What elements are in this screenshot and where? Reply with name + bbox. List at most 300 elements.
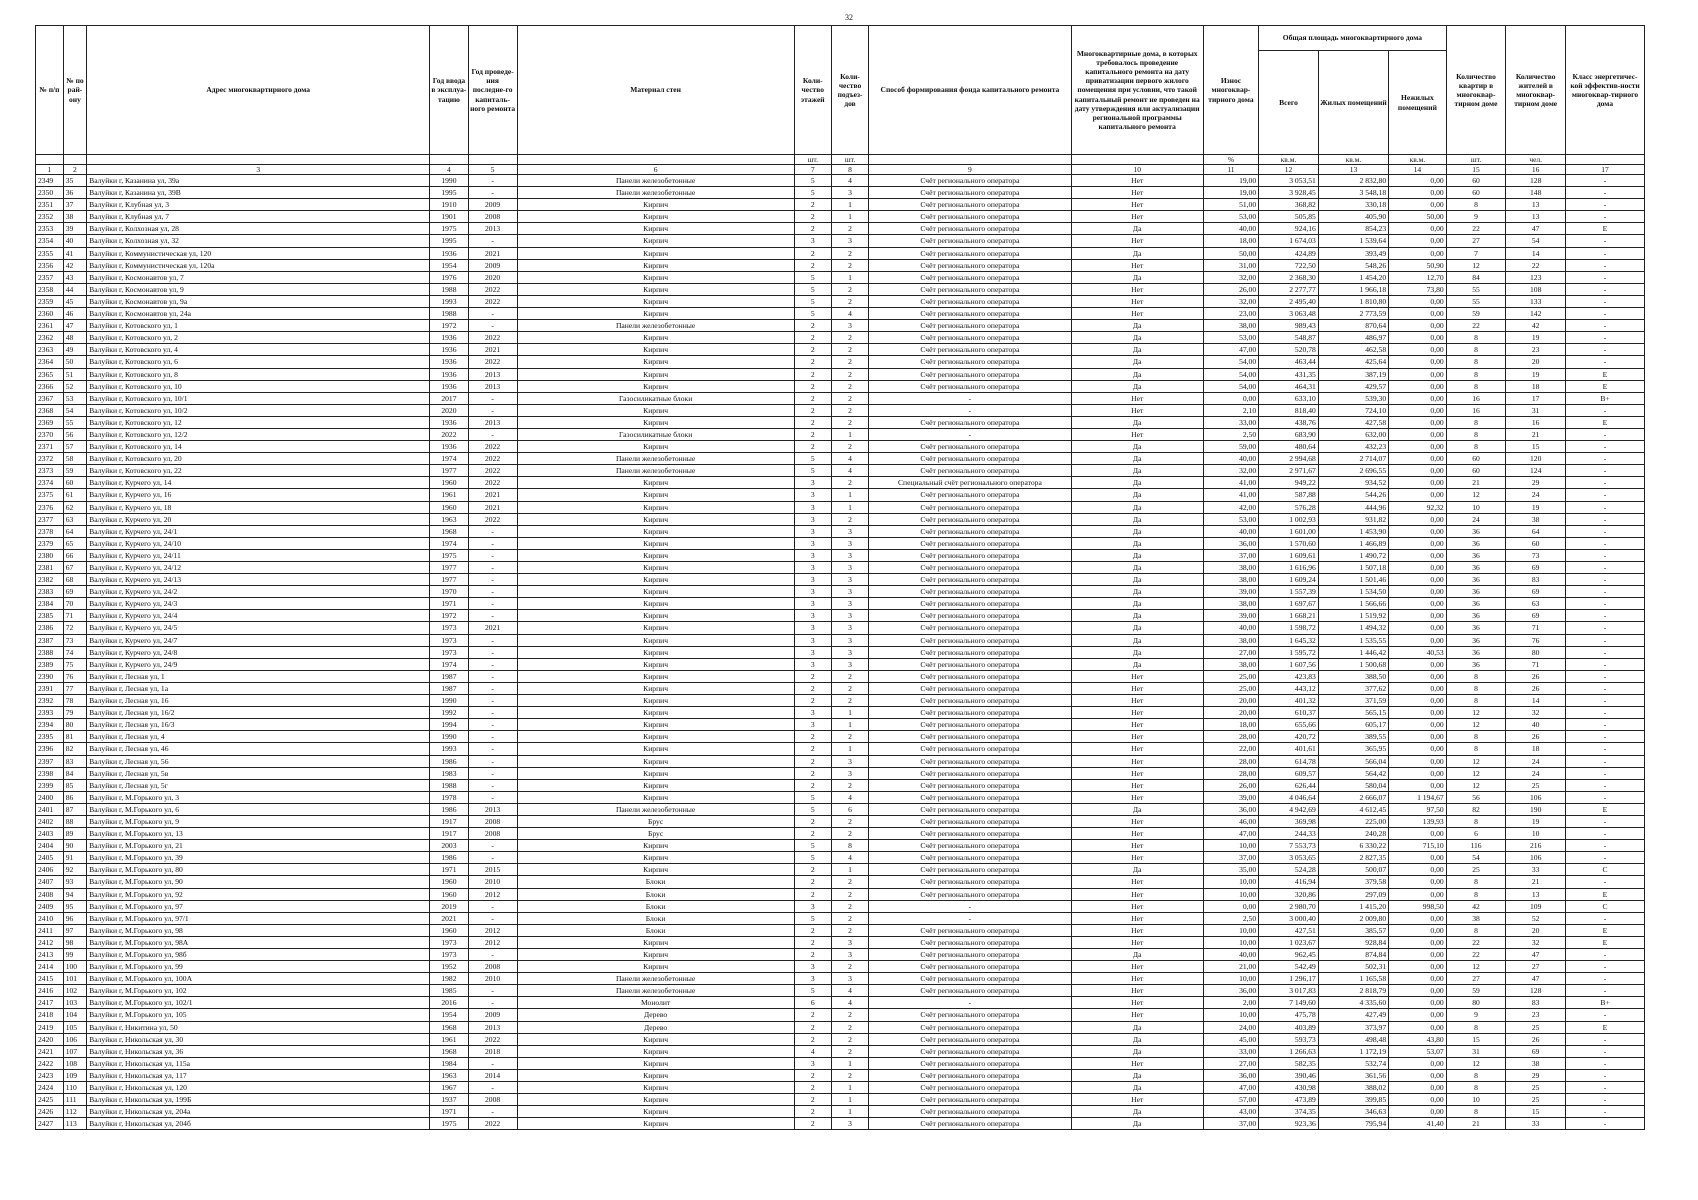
cell-floors: 2 xyxy=(794,223,831,235)
cell-entrances: 3 xyxy=(831,767,868,779)
cell-energy-class: - xyxy=(1566,344,1645,356)
cell-year-built: 1974 xyxy=(430,658,468,670)
cell-year-repair: - xyxy=(468,586,517,598)
cell-floors: 2 xyxy=(794,695,831,707)
cell-residents: 216 xyxy=(1506,840,1566,852)
table-row xyxy=(36,332,1645,344)
cell-energy-class: - xyxy=(1566,646,1645,658)
cell-wall-material: Кирпич xyxy=(517,380,794,392)
cell-year-repair: 2008 xyxy=(468,961,517,973)
cell-residents: 25 xyxy=(1506,1082,1566,1094)
cell-address: Валуйки г, Курчего ул, 24/1 xyxy=(87,525,430,537)
cell-residents: 60 xyxy=(1506,537,1566,549)
cell-wall-material: Кирпич xyxy=(517,682,794,694)
cell-no: 2421 xyxy=(36,1045,64,1057)
cell-entrances: 3 xyxy=(831,586,868,598)
cell-entrances: 4 xyxy=(831,997,868,1009)
cell-no-district: 111 xyxy=(63,1094,86,1106)
cell-area-living: 297,09 xyxy=(1318,888,1388,900)
cell-year-built: 2019 xyxy=(430,900,468,912)
cell-energy-class: - xyxy=(1566,840,1645,852)
cell-no: 2388 xyxy=(36,646,64,658)
cell-floors: 5 xyxy=(794,803,831,815)
cell-area-nonliving: 0,00 xyxy=(1389,1057,1447,1069)
cell-area-nonliving: 0,00 xyxy=(1389,562,1447,574)
cell-area-nonliving: 0,00 xyxy=(1389,404,1447,416)
cell-year-built: 1992 xyxy=(430,707,468,719)
cell-fund-method: Счёт регионального оператора xyxy=(869,525,1071,537)
cell-energy-class: - xyxy=(1566,719,1645,731)
cell-area-total: 3 928,45 xyxy=(1259,187,1319,199)
cell-area-nonliving: 139,93 xyxy=(1389,815,1447,827)
cell-wear: 18,00 xyxy=(1203,719,1258,731)
cell-area-living: 240,28 xyxy=(1318,828,1388,840)
cell-energy-class: - xyxy=(1566,428,1645,440)
cell-address: Валуйки г, М.Горького ул, 92 xyxy=(87,888,430,900)
cell-no: 2400 xyxy=(36,791,64,803)
cell-area-nonliving: 0,00 xyxy=(1389,695,1447,707)
column-number-cell: 16 xyxy=(1506,165,1566,175)
cell-entrances: 2 xyxy=(831,283,868,295)
cell-fund-method: Счёт регионального оператора xyxy=(869,985,1071,997)
cell-fund-method: Счёт регионального оператора xyxy=(869,695,1071,707)
cell-residents: 27 xyxy=(1506,961,1566,973)
cell-area-total: 244,33 xyxy=(1259,828,1319,840)
cell-area-total: 424,89 xyxy=(1259,247,1319,259)
cell-floors: 2 xyxy=(794,731,831,743)
cell-area-nonliving: 0,00 xyxy=(1389,380,1447,392)
cell-energy-class: - xyxy=(1566,791,1645,803)
cell-wear: 10,00 xyxy=(1203,1009,1258,1021)
cell-fund-method: - xyxy=(869,912,1071,924)
cell-area-living: 724,10 xyxy=(1318,404,1388,416)
cell-area-total: 369,98 xyxy=(1259,815,1319,827)
cell-energy-class: - xyxy=(1566,743,1645,755)
cell-entrances: 2 xyxy=(831,332,868,344)
cell-energy-class: - xyxy=(1566,259,1645,271)
table-header xyxy=(36,26,1645,175)
cell-privatization: Нет xyxy=(1071,308,1203,320)
cell-area-total: 368,82 xyxy=(1259,199,1319,211)
cell-fund-method: Счёт регионального оператора xyxy=(869,271,1071,283)
cell-year-repair: 2018 xyxy=(468,1045,517,1057)
cell-year-built: 1974 xyxy=(430,453,468,465)
cell-energy-class: - xyxy=(1566,912,1645,924)
cell-year-built: 1952 xyxy=(430,961,468,973)
cell-energy-class: - xyxy=(1566,187,1645,199)
cell-entrances: 3 xyxy=(831,755,868,767)
cell-residents: 26 xyxy=(1506,731,1566,743)
cell-fund-method: Счёт регионального оператора xyxy=(869,1009,1071,1021)
cell-no-district: 51 xyxy=(63,368,86,380)
cell-address: Валуйки г, Никольская ул, 115а xyxy=(87,1057,430,1069)
cell-entrances: 3 xyxy=(831,235,868,247)
cell-privatization: Да xyxy=(1071,453,1203,465)
cell-area-nonliving: 0,00 xyxy=(1389,888,1447,900)
cell-area-living: 427,58 xyxy=(1318,416,1388,428)
cell-floors: 2 xyxy=(794,344,831,356)
cell-fund-method: Счёт регионального оператора xyxy=(869,852,1071,864)
cell-entrances: 3 xyxy=(831,622,868,634)
cell-area-living: 870,64 xyxy=(1318,320,1388,332)
cell-year-repair: 2022 xyxy=(468,453,517,465)
cell-area-living: 3 548,18 xyxy=(1318,187,1388,199)
cell-fund-method: Счёт регионального оператора xyxy=(869,356,1071,368)
cell-area-total: 989,43 xyxy=(1259,320,1319,332)
cell-no-district: 61 xyxy=(63,489,86,501)
cell-apartments: 8 xyxy=(1446,368,1506,380)
cell-fund-method: Счёт регионального оператора xyxy=(869,767,1071,779)
cell-area-living: 427,49 xyxy=(1318,1009,1388,1021)
cell-area-living: 934,52 xyxy=(1318,477,1388,489)
cell-residents: 15 xyxy=(1506,441,1566,453)
cell-apartments: 36 xyxy=(1446,646,1506,658)
cell-year-repair: 2022 xyxy=(468,295,517,307)
cell-wear: 25,00 xyxy=(1203,670,1258,682)
cell-apartments: 54 xyxy=(1446,852,1506,864)
cell-apartments: 8 xyxy=(1446,743,1506,755)
cell-no-district: 64 xyxy=(63,525,86,537)
cell-floors: 2 xyxy=(794,211,831,223)
cell-area-total: 7 553,73 xyxy=(1259,840,1319,852)
cell-wall-material: Кирпич xyxy=(517,731,794,743)
cell-wear: 57,00 xyxy=(1203,1094,1258,1106)
cell-area-nonliving: 0,00 xyxy=(1389,1009,1447,1021)
cell-fund-method: Счёт регионального оператора xyxy=(869,658,1071,670)
cell-floors: 5 xyxy=(794,465,831,477)
cell-wear: 46,00 xyxy=(1203,815,1258,827)
cell-area-nonliving: 0,00 xyxy=(1389,175,1447,187)
cell-apartments: 55 xyxy=(1446,283,1506,295)
cell-no-district: 110 xyxy=(63,1082,86,1094)
cell-wall-material: Кирпич xyxy=(517,949,794,961)
cell-area-nonliving: 0,00 xyxy=(1389,453,1447,465)
cell-floors: 3 xyxy=(794,489,831,501)
cell-apartments: 12 xyxy=(1446,1057,1506,1069)
table-row xyxy=(36,416,1645,428)
cell-no: 2391 xyxy=(36,682,64,694)
cell-year-repair: 2022 xyxy=(468,513,517,525)
cell-address: Валуйки г, Котовского ул, 12/2 xyxy=(87,428,430,440)
cell-energy-class: E xyxy=(1566,888,1645,900)
cell-apartments: 12 xyxy=(1446,767,1506,779)
cell-area-total: 1 697,67 xyxy=(1259,598,1319,610)
cell-no-district: 103 xyxy=(63,997,86,1009)
cell-wear: 10,00 xyxy=(1203,840,1258,852)
cell-wall-material: Блоки xyxy=(517,876,794,888)
cell-energy-class: - xyxy=(1566,767,1645,779)
cell-fund-method: Счёт регионального оператора xyxy=(869,380,1071,392)
cell-residents: 10 xyxy=(1506,828,1566,840)
cell-wear: 2,00 xyxy=(1203,997,1258,1009)
cell-year-repair: - xyxy=(468,634,517,646)
cell-year-repair: - xyxy=(468,175,517,187)
cell-address: Валуйки г, М.Горького ул, 98б xyxy=(87,949,430,961)
cell-entrances: 3 xyxy=(831,936,868,948)
cell-fund-method: Счёт регионального оператора xyxy=(869,791,1071,803)
cell-year-built: 1910 xyxy=(430,199,468,211)
cell-year-repair: - xyxy=(468,320,517,332)
cell-privatization: Нет xyxy=(1071,924,1203,936)
cell-energy-class: - xyxy=(1566,852,1645,864)
cell-privatization: Нет xyxy=(1071,682,1203,694)
cell-floors: 2 xyxy=(794,368,831,380)
header-entrances: Коли-чество подъез-дов xyxy=(831,26,868,155)
cell-address: Валуйки г, Никольская ул, 204б xyxy=(87,1118,430,1130)
cell-no: 2412 xyxy=(36,936,64,948)
cell-wall-material: Кирпич xyxy=(517,247,794,259)
cell-residents: 69 xyxy=(1506,1045,1566,1057)
cell-fund-method: Счёт регионального оператора xyxy=(869,682,1071,694)
cell-apartments: 36 xyxy=(1446,537,1506,549)
cell-privatization: Нет xyxy=(1071,187,1203,199)
cell-year-built: 1936 xyxy=(430,247,468,259)
cell-area-total: 430,98 xyxy=(1259,1082,1319,1094)
cell-area-nonliving: 0,00 xyxy=(1389,1069,1447,1081)
cell-no: 2378 xyxy=(36,525,64,537)
cell-floors: 2 xyxy=(794,1069,831,1081)
table-row xyxy=(36,477,1645,489)
cell-area-nonliving: 0,00 xyxy=(1389,1021,1447,1033)
cell-area-nonliving: 0,00 xyxy=(1389,549,1447,561)
cell-wall-material: Кирпич xyxy=(517,779,794,791)
cell-wear: 10,00 xyxy=(1203,924,1258,936)
cell-floors: 5 xyxy=(794,175,831,187)
cell-fund-method: Счёт регионального оператора xyxy=(869,1045,1071,1057)
table-row xyxy=(36,828,1645,840)
cell-residents: 19 xyxy=(1506,368,1566,380)
cell-fund-method: Счёт регионального оператора xyxy=(869,368,1071,380)
cell-year-repair: 2022 xyxy=(468,1118,517,1130)
cell-area-nonliving: 0,00 xyxy=(1389,961,1447,973)
cell-residents: 123 xyxy=(1506,271,1566,283)
unit-cell xyxy=(468,155,517,165)
cell-privatization: Нет xyxy=(1071,767,1203,779)
cell-energy-class: - xyxy=(1566,1118,1645,1130)
cell-no-district: 55 xyxy=(63,416,86,428)
cell-year-built: 1982 xyxy=(430,973,468,985)
cell-no: 2410 xyxy=(36,912,64,924)
cell-wear: 40,00 xyxy=(1203,525,1258,537)
cell-floors: 5 xyxy=(794,271,831,283)
cell-year-repair: 2008 xyxy=(468,211,517,223)
cell-entrances: 1 xyxy=(831,1057,868,1069)
cell-area-nonliving: 0,00 xyxy=(1389,223,1447,235)
cell-energy-class: B+ xyxy=(1566,392,1645,404)
cell-entrances: 4 xyxy=(831,308,868,320)
cell-no: 2380 xyxy=(36,549,64,561)
cell-privatization: Да xyxy=(1071,380,1203,392)
table-row xyxy=(36,199,1645,211)
cell-energy-class: E xyxy=(1566,380,1645,392)
cell-apartments: 10 xyxy=(1446,501,1506,513)
cell-residents: 128 xyxy=(1506,985,1566,997)
unit-cell: шт. xyxy=(1446,155,1506,165)
cell-no-district: 59 xyxy=(63,465,86,477)
cell-area-nonliving: 50,00 xyxy=(1389,211,1447,223)
cell-wall-material: Кирпич xyxy=(517,525,794,537)
cell-energy-class: E xyxy=(1566,223,1645,235)
cell-area-nonliving: 0,00 xyxy=(1389,610,1447,622)
table-row xyxy=(36,985,1645,997)
cell-floors: 3 xyxy=(794,900,831,912)
cell-address: Валуйки г, Курчего ул, 24/11 xyxy=(87,549,430,561)
cell-privatization: Да xyxy=(1071,489,1203,501)
table-row xyxy=(36,1009,1645,1021)
cell-area-total: 475,78 xyxy=(1259,1009,1319,1021)
cell-energy-class: - xyxy=(1566,537,1645,549)
cell-entrances: 1 xyxy=(831,1094,868,1106)
cell-entrances: 1 xyxy=(831,211,868,223)
header-floors: Коли-чество этажей xyxy=(794,26,831,155)
cell-energy-class: - xyxy=(1566,283,1645,295)
cell-area-total: 2 368,30 xyxy=(1259,271,1319,283)
table-row xyxy=(36,283,1645,295)
cell-year-built: 1988 xyxy=(430,308,468,320)
cell-year-built: 1936 xyxy=(430,380,468,392)
cell-year-built: 1971 xyxy=(430,864,468,876)
cell-wall-material: Монолит xyxy=(517,997,794,1009)
cell-wear: 54,00 xyxy=(1203,368,1258,380)
cell-residents: 25 xyxy=(1506,1021,1566,1033)
cell-area-living: 361,56 xyxy=(1318,1069,1388,1081)
cell-privatization: Да xyxy=(1071,368,1203,380)
cell-wear: 43,00 xyxy=(1203,1106,1258,1118)
table-row xyxy=(36,791,1645,803)
cell-area-total: 610,37 xyxy=(1259,707,1319,719)
cell-no-district: 69 xyxy=(63,586,86,598)
cell-area-nonliving: 0,00 xyxy=(1389,513,1447,525)
cell-area-living: 1 966,18 xyxy=(1318,283,1388,295)
cell-area-total: 1 595,72 xyxy=(1259,646,1319,658)
cell-floors: 2 xyxy=(794,936,831,948)
cell-area-nonliving: 0,00 xyxy=(1389,344,1447,356)
cell-year-repair: - xyxy=(468,562,517,574)
cell-apartments: 25 xyxy=(1446,864,1506,876)
cell-residents: 13 xyxy=(1506,199,1566,211)
table-row xyxy=(36,719,1645,731)
cell-no-district: 87 xyxy=(63,803,86,815)
cell-privatization: Нет xyxy=(1071,295,1203,307)
cell-address: Валуйки г, Лесная ул, 5в xyxy=(87,767,430,779)
cell-wear: 28,00 xyxy=(1203,755,1258,767)
cell-wall-material: Кирпич xyxy=(517,936,794,948)
cell-floors: 2 xyxy=(794,259,831,271)
cell-wall-material: Кирпич xyxy=(517,295,794,307)
cell-apartments: 8 xyxy=(1446,670,1506,682)
cell-area-nonliving: 0,00 xyxy=(1389,852,1447,864)
cell-wear: 54,00 xyxy=(1203,356,1258,368)
cell-residents: 13 xyxy=(1506,888,1566,900)
cell-no-district: 86 xyxy=(63,791,86,803)
cell-no-district: 74 xyxy=(63,646,86,658)
cell-residents: 19 xyxy=(1506,815,1566,827)
cell-area-nonliving: 40,53 xyxy=(1389,646,1447,658)
cell-address: Валуйки г, Коммунистическая ул, 120 xyxy=(87,247,430,259)
cell-area-nonliving: 0,00 xyxy=(1389,634,1447,646)
cell-energy-class: - xyxy=(1566,622,1645,634)
cell-area-nonliving: 0,00 xyxy=(1389,731,1447,743)
cell-year-built: 1960 xyxy=(430,924,468,936)
cell-apartments: 8 xyxy=(1446,924,1506,936)
cell-privatization: Да xyxy=(1071,1033,1203,1045)
table-row xyxy=(36,997,1645,1009)
cell-energy-class: - xyxy=(1566,549,1645,561)
cell-fund-method: Счёт регионального оператора xyxy=(869,187,1071,199)
cell-energy-class: E xyxy=(1566,803,1645,815)
cell-address: Валуйки г, Колхозная ул, 28 xyxy=(87,223,430,235)
cell-area-total: 582,35 xyxy=(1259,1057,1319,1069)
cell-privatization: Нет xyxy=(1071,428,1203,440)
cell-wall-material: Кирпич xyxy=(517,308,794,320)
cell-wear: 54,00 xyxy=(1203,380,1258,392)
cell-privatization: Да xyxy=(1071,271,1203,283)
cell-wall-material: Кирпич xyxy=(517,840,794,852)
cell-wall-material: Кирпич xyxy=(517,441,794,453)
cell-residents: 21 xyxy=(1506,876,1566,888)
cell-residents: 54 xyxy=(1506,235,1566,247)
cell-energy-class: - xyxy=(1566,211,1645,223)
cell-fund-method: Счёт регионального оператора xyxy=(869,465,1071,477)
table-row xyxy=(36,779,1645,791)
cell-residents: 133 xyxy=(1506,295,1566,307)
cell-area-total: 1 266,63 xyxy=(1259,1045,1319,1057)
cell-year-repair: 2021 xyxy=(468,247,517,259)
cell-apartments: 36 xyxy=(1446,610,1506,622)
cell-energy-class: - xyxy=(1566,815,1645,827)
cell-address: Валуйки г, Курчего ул, 24/2 xyxy=(87,586,430,598)
cell-no: 2375 xyxy=(36,489,64,501)
cell-area-living: 1 446,42 xyxy=(1318,646,1388,658)
cell-residents: 24 xyxy=(1506,755,1566,767)
cell-area-living: 565,15 xyxy=(1318,707,1388,719)
table-row xyxy=(36,1094,1645,1106)
table-row xyxy=(36,428,1645,440)
cell-wear: 26,00 xyxy=(1203,779,1258,791)
cell-wall-material: Дерево xyxy=(517,1021,794,1033)
cell-floors: 5 xyxy=(794,912,831,924)
cell-area-nonliving: 0,00 xyxy=(1389,622,1447,634)
cell-wear: 32,00 xyxy=(1203,271,1258,283)
cell-fund-method: Счёт регионального оператора xyxy=(869,840,1071,852)
column-number-cell: 14 xyxy=(1389,165,1447,175)
cell-apartments: 36 xyxy=(1446,598,1506,610)
cell-address: Валуйки г, Котовского ул, 8 xyxy=(87,368,430,380)
table-row xyxy=(36,598,1645,610)
cell-no-district: 49 xyxy=(63,344,86,356)
cell-address: Валуйки г, М.Горького ул, 21 xyxy=(87,840,430,852)
cell-fund-method: Счёт регионального оператора xyxy=(869,888,1071,900)
cell-area-total: 3 000,40 xyxy=(1259,912,1319,924)
cell-floors: 2 xyxy=(794,392,831,404)
cell-wall-material: Кирпич xyxy=(517,489,794,501)
cell-fund-method: Счёт регионального оператора xyxy=(869,574,1071,586)
cell-area-total: 480,64 xyxy=(1259,441,1319,453)
cell-energy-class: - xyxy=(1566,513,1645,525)
cell-area-living: 462,58 xyxy=(1318,344,1388,356)
cell-area-nonliving: 0,00 xyxy=(1389,574,1447,586)
cell-entrances: 2 xyxy=(831,682,868,694)
cell-residents: 71 xyxy=(1506,622,1566,634)
header-energy-class: Класс энергетичес-кой эффектив-ности многоквар-тирного дома xyxy=(1566,26,1645,155)
cell-fund-method: Счёт регионального оператора xyxy=(869,199,1071,211)
cell-entrances: 2 xyxy=(831,1069,868,1081)
cell-fund-method: - xyxy=(869,997,1071,1009)
cell-address: Валуйки г, Котовского ул, 22 xyxy=(87,465,430,477)
cell-fund-method: Счёт регионального оператора xyxy=(869,876,1071,888)
table-row xyxy=(36,392,1645,404)
cell-apartments: 8 xyxy=(1446,731,1506,743)
